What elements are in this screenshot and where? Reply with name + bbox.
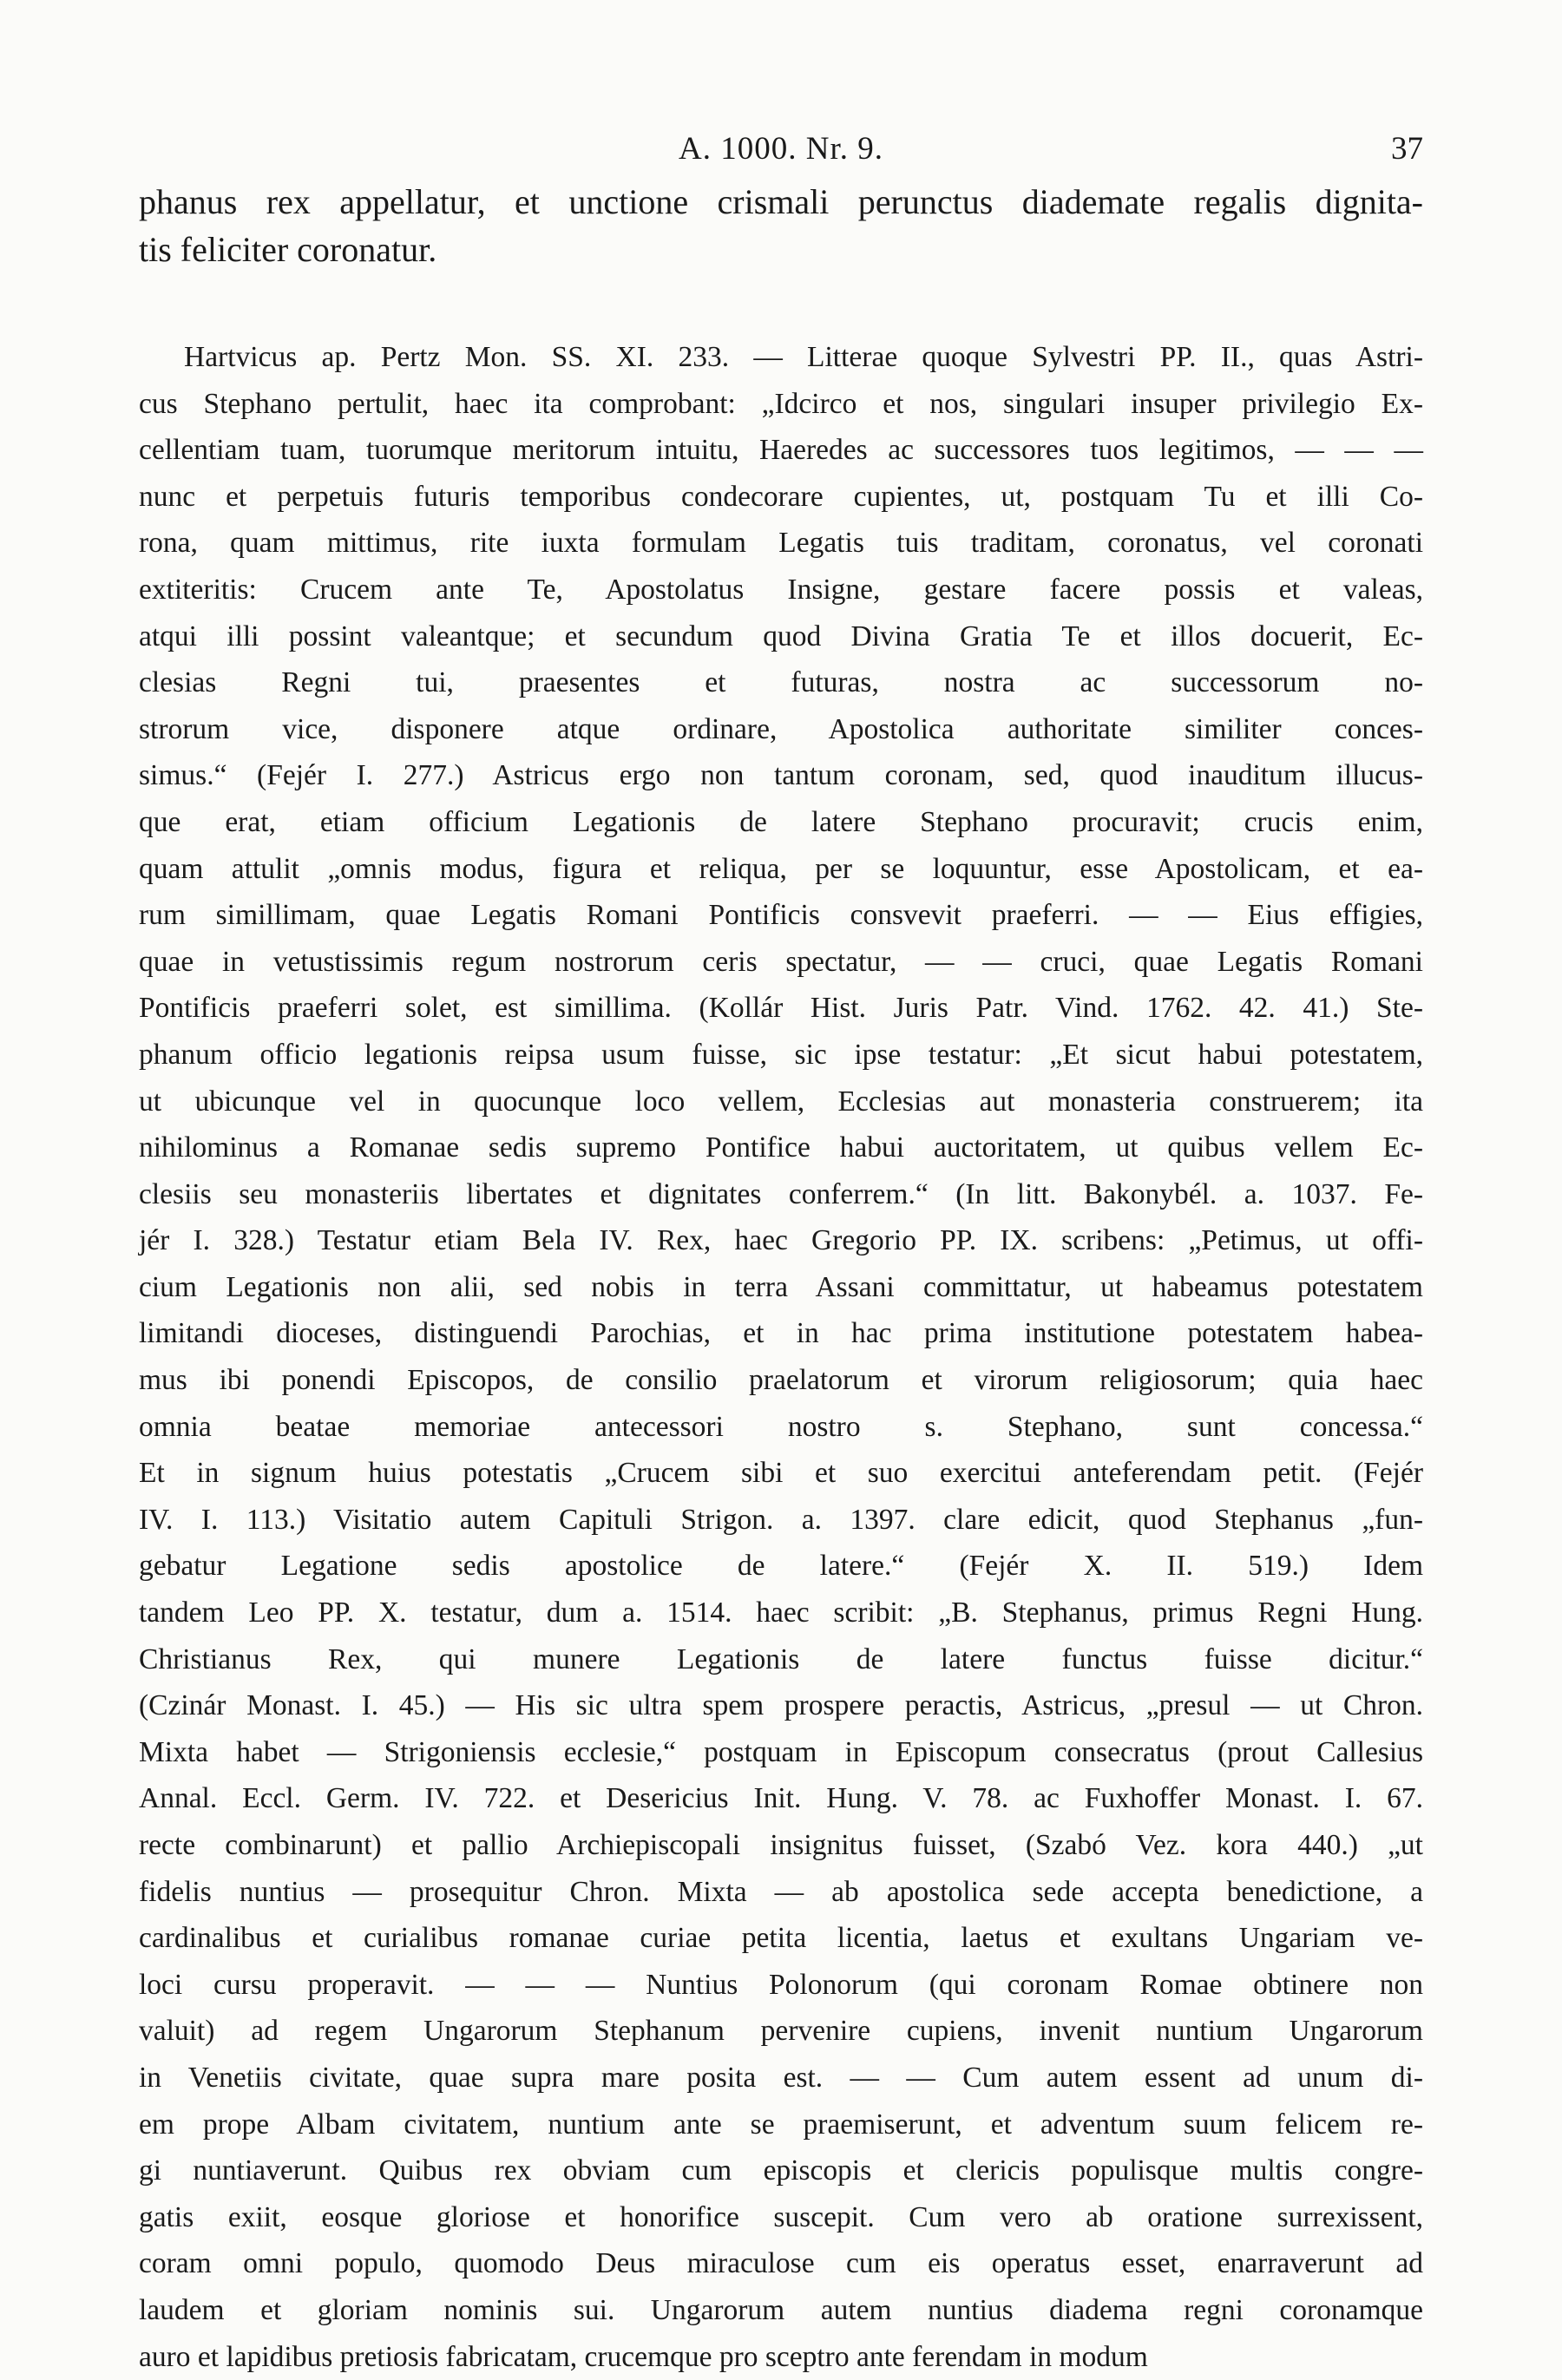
text-line: laudem et gloriam nominis sui. Ungarorum autem nuntius diadema regni coronamque: [139, 2293, 1423, 2326]
running-header: [139, 130, 1423, 182]
text-line: (Czinár Monast. I. 45.) — His sic ultra spem prospere peractis, Astricus, „presul — ut Chron.: [139, 1689, 1423, 1722]
text-line: cellentiam tuam, tuorumque meritorum intuitu, Haeredes ac successores tuos legitimos, — — —: [139, 434, 1423, 467]
text-line: phanum officio legationis reipsa usum fuisse, sic ipse testatur: „Et sicut habui potestatem,: [139, 1038, 1423, 1071]
text-line: IV. I. 113.) Visitatio autem Capituli Strigon. a. 1397. clare edicit, quod Stephanus „fun-: [139, 1503, 1423, 1536]
header-title: A. 1000. Nr. 9.: [679, 131, 883, 167]
text-line: atqui illi possint valeantque; et secundum quod Divina Gratia Te et illos docuerit, Ec-: [139, 620, 1423, 652]
text-line: tis feliciter coronatur.: [139, 230, 437, 269]
text-line: clesiis seu monasteriis libertates et dignitates conferrem.“ (In litt. Bakonybél. a. 1037. Fe-: [139, 1177, 1423, 1210]
text-line: tandem Leo PP. X. testatur, dum a. 1514. haec scribit: „B. Stephanus, primus Regni Hung.: [139, 1597, 1423, 1629]
page-number: 37: [1391, 131, 1423, 167]
text-line: jér I. 328.) Testatur etiam Bela IV. Rex, haec Gregorio PP. IX. scribens: „Petimus, ut offi-: [139, 1224, 1423, 1257]
text-line: nunc et perpetuis futuris temporibus condecorare cupientes, ut, postquam Tu et illi Co-: [139, 480, 1423, 513]
text-line: loci cursu properavit. — — — Nuntius Polonorum (qui coronam Romae obtinere non: [139, 1968, 1423, 2001]
text-line: coram omni populo, quomodo Deus miraculose cum eis operatus esset, enarraverunt ad: [139, 2247, 1423, 2280]
text-line: Pontificis praeferri solet, est simillima. (Kollár Hist. Juris Patr. Vind. 1762. 42. 41.) Ste-: [139, 992, 1423, 1025]
text-line: strorum vice, disponere atque ordinare, Apostolica authoritate similiter conces-: [139, 712, 1423, 745]
text-line: Annal. Eccl. Germ. IV. 722. et Desericius Init. Hung. V. 78. ac Fuxhoffer Monast. I. 67.: [139, 1782, 1423, 1815]
text-line: fidelis nuntius — prosequitur Chron. Mixta — ab apostolica sede accepta benedictione, a: [139, 1875, 1423, 1908]
text-line: Mixta habet — Strigoniensis ecclesie,“ postquam in Episcopum consecratus (prout Callesius: [139, 1735, 1423, 1768]
text-line: em prope Albam civitatem, nuntium ante se praemiserunt, et adventum suum felicem re-: [139, 2108, 1423, 2141]
text-line: mus ibi ponendi Episcopos, de consilio praelatorum et virorum religiosorum; quia haec: [139, 1364, 1423, 1397]
text-line: auro et lapidibus pretiosis fabricatam, crucemque pro sceptro ante ferendam in modum: [139, 2340, 1148, 2373]
text-line: rona, quam mittimus, rite iuxta formulam Legatis tuis traditam, coronatus, vel coronati: [139, 527, 1423, 560]
text-line: cus Stephano pertulit, haec ita comprobant: „Idcirco et nos, singulari insuper privilegio Ex-: [139, 387, 1423, 420]
text-line: Hartvicus ap. Pertz Mon. SS. XI. 233. — Litterae quoque Sylvestri PP. II., quas Astri-: [184, 341, 1423, 373]
text-line: limitandi dioceses, distinguendi Parochias, et in hac prima institutione potestatem habea-: [139, 1317, 1423, 1350]
text-line: cium Legationis non alii, sed nobis in terra Assani committatur, ut habeamus potestatem: [139, 1270, 1423, 1303]
text-line: gatis exiit, eosque gloriose et honorifice suscepit. Cum vero ab oratione surrexissent,: [139, 2200, 1423, 2233]
text-line: quae in vetustissimis regum nostrorum ceris spectatur, — — cruci, quae Legatis Romani: [139, 945, 1423, 978]
text-line: quam attulit „omnis modus, figura et reliqua, per se loquuntur, esse Apostolicam, et ea-: [139, 852, 1423, 885]
footnote-paragraph: [139, 334, 1423, 2380]
text-line: cardinalibus et curialibus romanae curiae petita licentia, laetus et exultans Ungariam ve-: [139, 1922, 1423, 1955]
text-line: clesias Regni tui, praesentes et futuras, nostra ac successorum no-: [139, 666, 1423, 699]
text-line: omnia beatae memoriae antecessori nostro s. Stephano, sunt concessa.“: [139, 1410, 1423, 1443]
text-line: que erat, etiam officium Legationis de latere Stephano procuravit; crucis enim,: [139, 805, 1423, 838]
intro-paragraph: [139, 178, 1423, 273]
text-line: phanus rex appellatur, et unctione crismali perunctus diademate regalis dignita-: [139, 182, 1423, 221]
text-line: valuit) ad regem Ungarorum Stephanum pervenire cupiens, invenit nuntium Ungarorum: [139, 2015, 1423, 2048]
text-line: Et in signum huius potestatis „Crucem sibi et suo exercitui anteferendam petit. (Fejér: [139, 1457, 1423, 1490]
text-line: simus.“ (Fejér I. 277.) Astricus ergo non tantum coronam, sed, quod inauditum illucus-: [139, 759, 1423, 792]
text-line: ut ubicunque vel in quocunque loco vellem, Ecclesias aut monasteria construerem; ita: [139, 1085, 1423, 1118]
text-line: nihilominus a Romanae sedis supremo Pontifice habui auctoritatem, ut quibus vellem Ec-: [139, 1131, 1423, 1164]
text-line: Christianus Rex, qui munere Legationis de latere functus fuisse dicitur.“: [139, 1642, 1423, 1675]
text-line: recte combinarunt) et pallio Archiepiscopali insignitus fuisset, (Szabó Vez. kora 440.) „ut: [139, 1829, 1423, 1861]
text-line: rum simillimam, quae Legatis Romani Pontificis consvevit praeferri. — — Eius effigies,: [139, 899, 1423, 932]
text-line: gi nuntiaverunt. Quibus rex obviam cum episcopis et clericis populisque multis congre-: [139, 2154, 1423, 2187]
text-line: gebatur Legatione sedis apostolice de latere.“ (Fejér X. II. 519.) Idem: [139, 1550, 1423, 1583]
text-line: extiteritis: Crucem ante Te, Apostolatus Insigne, gestare facere possis et valeas,: [139, 573, 1423, 606]
text-line: in Venetiis civitate, quae supra mare posita est. — — Cum autem essent ad unum di-: [139, 2061, 1423, 2094]
